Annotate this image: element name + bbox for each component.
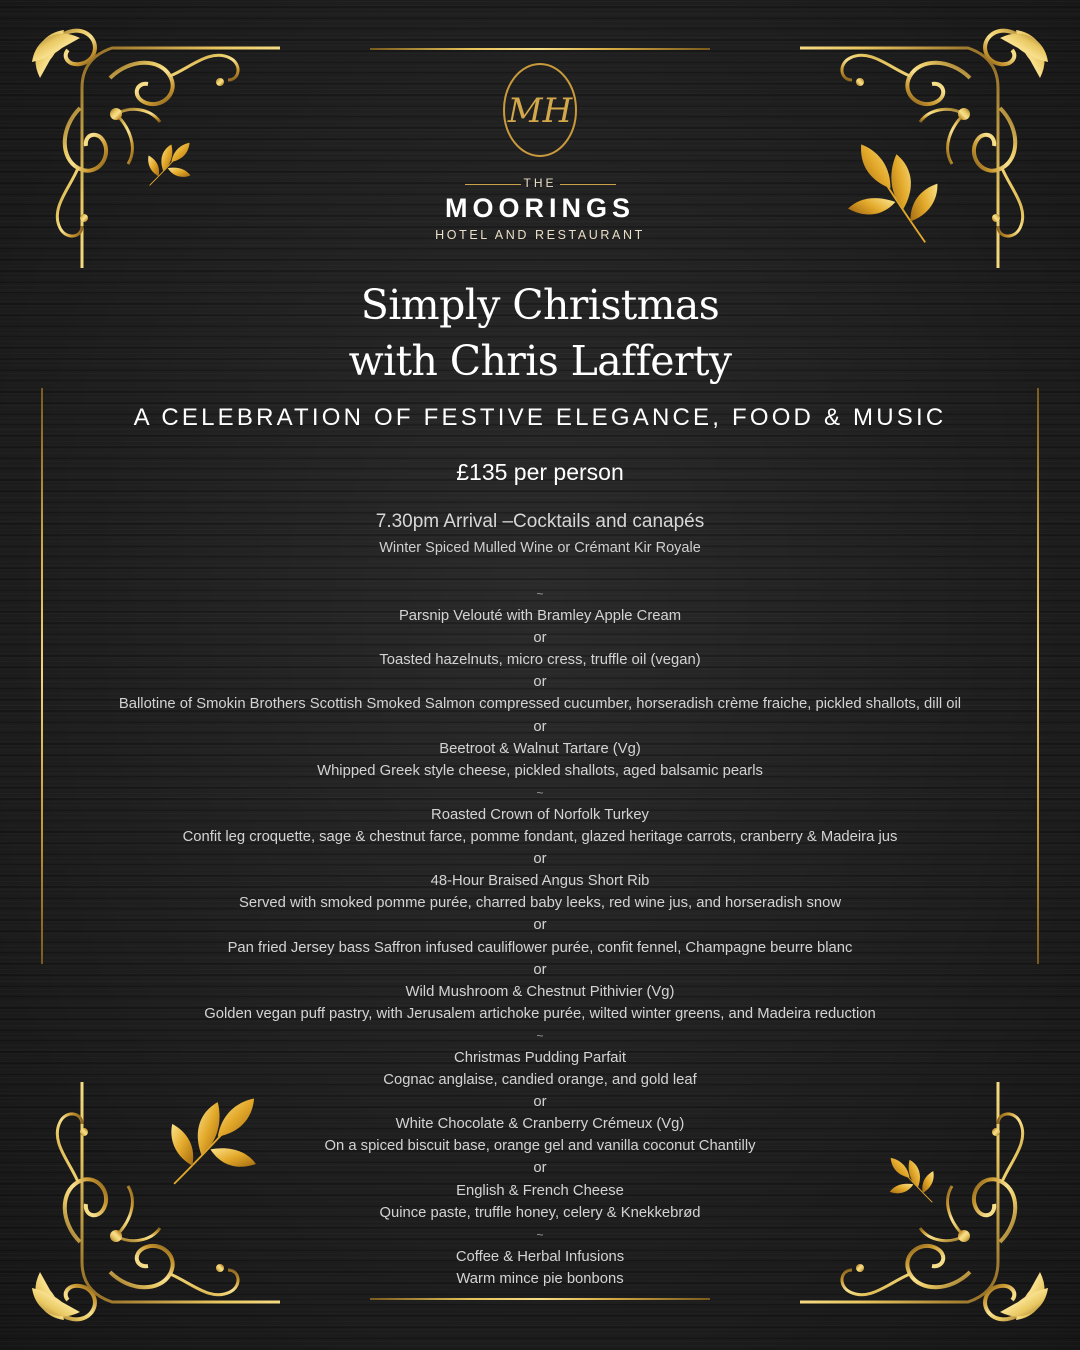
brand-subtitle: HOTEL AND RESTAURANT [435,228,645,242]
menu-item: Parsnip Velouté with Bramley Apple Cream [398,608,682,625]
menu-or: or [533,851,547,868]
event-tagline: A CELEBRATION OF FESTIVE ELEGANCE, FOOD & MUSIC [133,404,947,431]
event-title-line2: with Chris Lafferty [348,337,732,385]
course-separator: ~ [536,1028,544,1043]
monogram-text: MH [507,91,573,131]
menu-item: 48-Hour Braised Angus Short Rib [430,873,650,890]
frame-top-rule [370,48,710,50]
menu-item: Coffee & Herbal Infusions [455,1248,625,1265]
monogram-emblem-icon [500,60,580,160]
brand-name: MOORINGS [444,193,635,223]
logo [0,60,1080,160]
menu-item: Beetroot & Walnut Tartare (Vg) [439,740,641,757]
menu-item: Warm mince pie bonbons [456,1270,624,1287]
menu-courses [40,583,1040,1290]
course-separator: ~ [536,785,544,800]
menu-or: or [533,718,547,735]
menu-item: White Chocolate & Cranberry Crémeux (Vg) [395,1116,685,1133]
menu-item: Ballotine of Smokin Brothers Scottish Smoked Salmon compressed cucumber, horseradish crème fraiche, pickled shallots, dill oil [118,696,962,713]
menu-item: Toasted hazelnuts, micro cress, truffle oil (vegan) [379,652,701,669]
brand-the: THE [523,176,557,190]
arrival-drinks: Winter Spiced Mulled Wine or Crémant Kir Royale [379,540,701,556]
menu-item: Cognac anglaise, candied orange, and gold leaf [383,1072,697,1089]
menu-or: or [533,961,547,978]
price: £135 per person [456,459,624,485]
menu-item: Quince paste, truffle honey, celery & Knekkebrød [379,1204,701,1221]
menu-item: Served with smoked pomme purée, charred baby leeks, red wine jus, and horseradish snow [238,895,842,912]
menu-item: Whipped Greek style cheese, pickled shallots, aged balsamic pearls [317,762,763,779]
menu-item: English & French Cheese [456,1182,624,1199]
course-separator: ~ [536,1227,544,1242]
menu-item: Wild Mushroom & Chestnut Pithivier (Vg) [405,983,675,1000]
menu-or: or [533,630,547,647]
event-title-line1: Simply Christmas [360,281,720,329]
menu-item: Roasted Crown of Norfolk Turkey [431,806,649,823]
menu-item: Christmas Pudding Parfait [454,1049,626,1066]
menu-or: or [533,1160,547,1177]
menu-item: Golden vegan puff pastry, with Jerusalem artichoke purée, wilted winter greens, and Madeira reduction [204,1005,876,1022]
arrival-heading: 7.30pm Arrival –Cocktails and canapés [375,511,705,532]
menu-or: or [533,917,547,934]
frame-bottom-rule [370,1298,710,1300]
course-separator: ~ [536,587,544,601]
menu-or: or [533,1094,547,1111]
menu-or: or [533,674,547,691]
menu-item: Confit leg croquette, sage & chestnut farce, pomme fondant, glazed heritage carrots, cranberry & Madeira jus [182,829,898,846]
menu-item: On a spiced biscuit base, orange gel and vanilla coconut Chantilly [324,1138,756,1155]
menu-item: Pan fried Jersey bass Saffron infused cauliflower purée, confit fennel, Champagne beurre blanc [227,939,853,956]
